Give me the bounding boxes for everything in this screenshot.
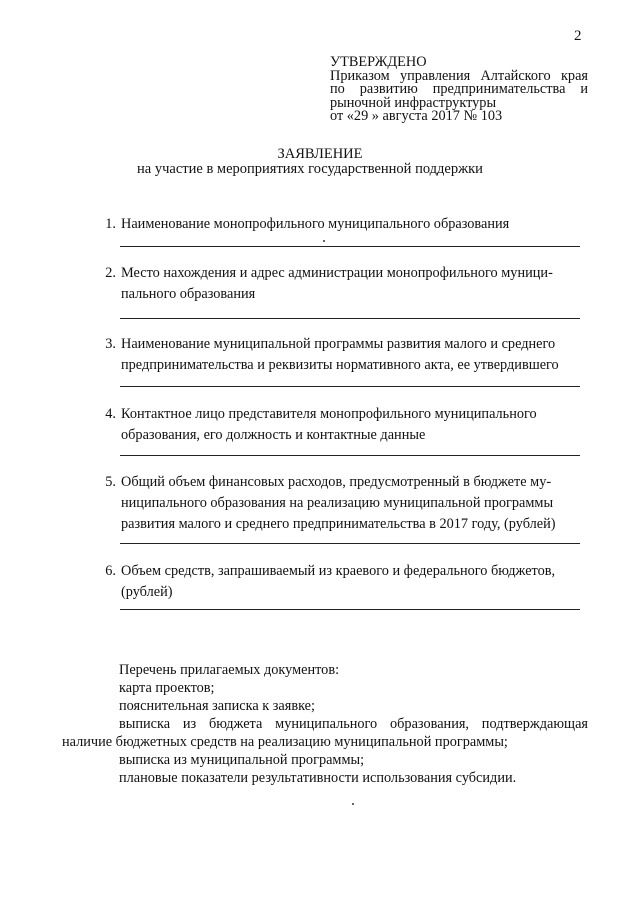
item-label: Наименование муниципальной программы развития малого и среднего xyxy=(121,336,556,352)
form-item-3 xyxy=(96,334,588,376)
item-label: Место нахождения и адрес администрации монопрофильного муници- xyxy=(121,265,553,281)
attachment-item: пояснительная записка к заявке; xyxy=(119,698,315,714)
scan-speck xyxy=(352,803,354,805)
item-label: (рублей) xyxy=(121,584,173,600)
form-item-1 xyxy=(96,214,588,235)
attachment-item: карта проектов; xyxy=(119,680,215,696)
form-item-4 xyxy=(96,404,588,446)
answer-line-4[interactable] xyxy=(120,455,580,456)
form-item-6 xyxy=(96,561,588,603)
answer-line-5[interactable] xyxy=(120,543,580,544)
attachments-heading: Перечень прилагаемых документов: xyxy=(119,662,340,678)
item-label: пального образования xyxy=(121,286,256,302)
item-label: Наименование монопрофильного муниципального образования xyxy=(121,216,510,232)
answer-line-6[interactable] xyxy=(120,609,580,610)
item-number: 4. xyxy=(105,406,116,422)
item-label: Общий объем финансовых расходов, предусмотренный в бюджете му- xyxy=(121,474,552,490)
approval-line-2: по развитию предпринимательства и xyxy=(330,81,588,97)
item-label: предпринимательства и реквизиты нормативного акта, ее утвердившего xyxy=(121,357,559,373)
item-number: 3. xyxy=(105,336,116,352)
item-number: 5. xyxy=(105,474,116,490)
approval-stamp xyxy=(330,56,588,124)
attachment-item-continued: наличие бюджетных средств на реализацию муниципальной программы; xyxy=(62,734,508,750)
document-subtitle: на участие в мероприятиях государственной поддержки xyxy=(137,161,483,177)
item-label: Объем средств, запрашиваемый из краевого и федерального бюджетов, xyxy=(121,563,556,579)
item-label: развития малого и среднего предпринимательства в 2017 году, (рублей) xyxy=(121,516,556,532)
attachments-list xyxy=(62,661,588,787)
approval-heading: УТВЕРЖДЕНО xyxy=(330,54,427,70)
item-number: 6. xyxy=(105,563,116,579)
answer-line-1[interactable] xyxy=(120,246,580,247)
approval-line-1: Приказом управления Алтайского края xyxy=(330,67,588,84)
attachment-item: плановые показатели результативности использования субсидии. xyxy=(119,770,517,786)
document-title: ЗАЯВЛЕНИЕ xyxy=(277,146,363,162)
document-title-block xyxy=(0,147,640,177)
scan-speck xyxy=(323,240,325,242)
attachment-item: выписка из бюджета муниципального образования, подтверждающая xyxy=(119,716,588,732)
item-number: 2. xyxy=(105,265,116,281)
item-number: 1. xyxy=(105,216,116,232)
form-item-2 xyxy=(96,263,588,305)
attachment-item: выписка из муниципальной программы; xyxy=(119,752,365,768)
item-label: образования, его должность и контактные данные xyxy=(121,427,426,443)
answer-line-2[interactable] xyxy=(120,318,580,319)
approval-line-3: рыночной инфраструктуры xyxy=(330,94,497,111)
answer-line-3[interactable] xyxy=(120,386,580,387)
page-number: 2 xyxy=(574,28,582,44)
approval-line-4: от «29 » августа 2017 № 103 xyxy=(330,108,503,124)
form-item-5 xyxy=(96,472,588,535)
item-label: ниципального образования на реализацию муниципальной программы xyxy=(121,495,554,511)
item-label: Контактное лицо представителя монопрофильного муниципального xyxy=(121,406,537,422)
